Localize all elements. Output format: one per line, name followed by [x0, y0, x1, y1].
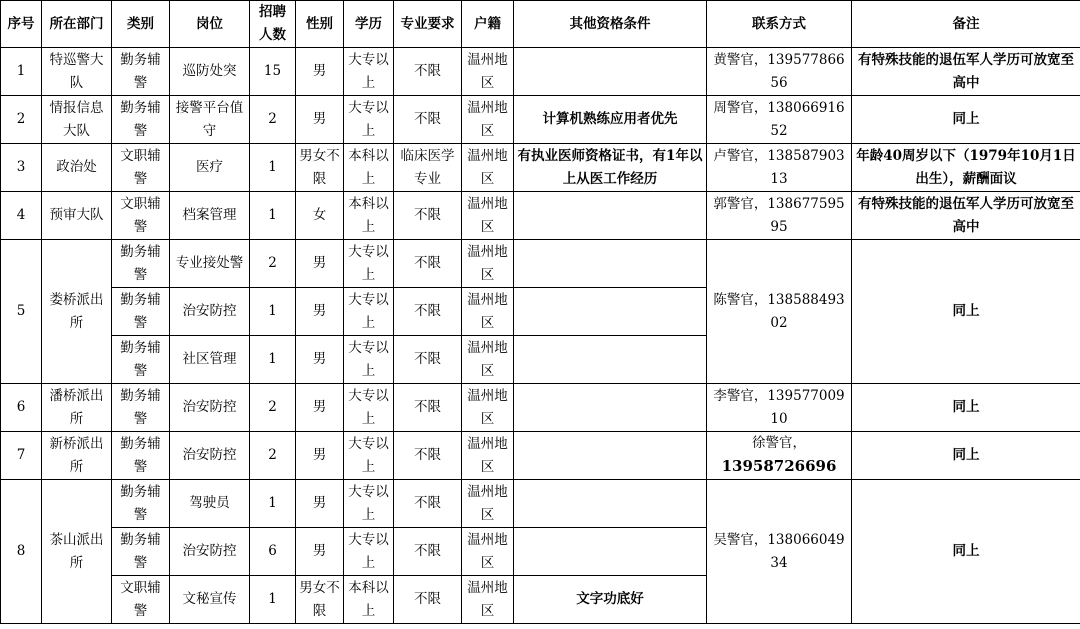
cell-hukou: 温州地区: [462, 144, 514, 192]
cell-education: 大专以上: [344, 528, 394, 576]
cell-position: 治安防控: [170, 384, 250, 432]
header-other: 其他资格条件: [514, 1, 707, 48]
cell-gender: 女: [296, 192, 344, 240]
table-row: [1, 96, 1080, 144]
cell-dept: 潘桥派出所: [42, 384, 112, 432]
cell-education: 大专以上: [344, 384, 394, 432]
cell-note: 有特殊技能的退伍军人学历可放宽至高中: [852, 192, 1080, 240]
cell-education: 大专以上: [344, 48, 394, 96]
cell-other: [514, 336, 707, 384]
cell-note: 同上: [852, 96, 1080, 144]
cell-category: 勤务辅警: [112, 288, 170, 336]
cell-major: 不限: [394, 192, 462, 240]
table-row: [1, 480, 1080, 528]
cell-major: 不限: [394, 48, 462, 96]
cell-gender: 男: [296, 528, 344, 576]
cell-education: 大专以上: [344, 480, 394, 528]
header-education: 学历: [344, 1, 394, 48]
cell-major: 不限: [394, 336, 462, 384]
cell-gender: 男: [296, 240, 344, 288]
cell-major: 临床医学专业: [394, 144, 462, 192]
cell-count: 1: [250, 144, 296, 192]
cell-category: 勤务辅警: [112, 528, 170, 576]
header-note: 备注: [852, 1, 1080, 48]
cell-count: 15: [250, 48, 296, 96]
cell-position: 专业接处警: [170, 240, 250, 288]
cell-other: [514, 192, 707, 240]
cell-contact: 吴警官，13806604934: [707, 480, 852, 624]
cell-education: 本科以上: [344, 144, 394, 192]
cell-contact: 李警官，13957700910: [707, 384, 852, 432]
cell-hukou: 温州地区: [462, 96, 514, 144]
cell-contact: 周警官，13806691652: [707, 96, 852, 144]
cell-category: 勤务辅警: [112, 432, 170, 480]
cell-count: 2: [250, 96, 296, 144]
cell-gender: 男: [296, 336, 344, 384]
cell-no: 7: [1, 432, 42, 480]
cell-category: 文职辅警: [112, 144, 170, 192]
cell-hukou: 温州地区: [462, 336, 514, 384]
cell-count: 2: [250, 432, 296, 480]
header-major: 专业要求: [394, 1, 462, 48]
cell-count: 1: [250, 336, 296, 384]
cell-position: 社区管理: [170, 336, 250, 384]
cell-hukou: 温州地区: [462, 192, 514, 240]
cell-gender: 男女不限: [296, 144, 344, 192]
cell-no: 4: [1, 192, 42, 240]
table-row: [1, 240, 1080, 288]
cell-category: 勤务辅警: [112, 480, 170, 528]
cell-other: [514, 528, 707, 576]
cell-category: 勤务辅警: [112, 384, 170, 432]
cell-hukou: 温州地区: [462, 48, 514, 96]
cell-dept: 情报信息大队: [42, 96, 112, 144]
cell-note: 有特殊技能的退伍军人学历可放宽至高中: [852, 48, 1080, 96]
cell-gender: 男女不限: [296, 576, 344, 624]
cell-no: 5: [1, 240, 42, 384]
cell-position: 治安防控: [170, 288, 250, 336]
cell-gender: 男: [296, 288, 344, 336]
cell-major: 不限: [394, 480, 462, 528]
cell-hukou: 温州地区: [462, 576, 514, 624]
cell-category: 勤务辅警: [112, 96, 170, 144]
cell-major: 不限: [394, 240, 462, 288]
cell-gender: 男: [296, 48, 344, 96]
cell-no: 6: [1, 384, 42, 432]
header-gender: 性别: [296, 1, 344, 48]
cell-hukou: 温州地区: [462, 432, 514, 480]
cell-gender: 男: [296, 480, 344, 528]
cell-gender: 男: [296, 384, 344, 432]
cell-position: 治安防控: [170, 432, 250, 480]
cell-no: 2: [1, 96, 42, 144]
header-contact: 联系方式: [707, 1, 852, 48]
cell-education: 大专以上: [344, 96, 394, 144]
cell-other: [514, 240, 707, 288]
header-category: 类别: [112, 1, 170, 48]
cell-note: 年龄40周岁以下（1979年10月1日出生），薪酬面议: [852, 144, 1080, 192]
table-row: [1, 48, 1080, 96]
cell-category: 勤务辅警: [112, 240, 170, 288]
cell-position: 文秘宣传: [170, 576, 250, 624]
cell-note: 同上: [852, 384, 1080, 432]
cell-position: 档案管理: [170, 192, 250, 240]
cell-education: 大专以上: [344, 240, 394, 288]
cell-no: 8: [1, 480, 42, 624]
cell-category: 文职辅警: [112, 576, 170, 624]
table-row: [1, 144, 1080, 192]
cell-no: 3: [1, 144, 42, 192]
header-row: [1, 1, 1080, 48]
cell-hukou: 温州地区: [462, 528, 514, 576]
cell-gender: 男: [296, 432, 344, 480]
cell-category: 文职辅警: [112, 192, 170, 240]
cell-contact: 陈警官，13858849302: [707, 240, 852, 384]
cell-count: 1: [250, 288, 296, 336]
cell-note: 同上: [852, 240, 1080, 384]
table-row: [1, 192, 1080, 240]
cell-position: 治安防控: [170, 528, 250, 576]
cell-count: 1: [250, 480, 296, 528]
cell-education: 大专以上: [344, 336, 394, 384]
cell-note: 同上: [852, 480, 1080, 624]
cell-major: 不限: [394, 288, 462, 336]
cell-gender: 男: [296, 96, 344, 144]
cell-contact: 黄警官，13957786656: [707, 48, 852, 96]
header-position: 岗位: [170, 1, 250, 48]
cell-other: [514, 384, 707, 432]
cell-other: 文字功底好: [514, 576, 707, 624]
cell-count: 1: [250, 192, 296, 240]
cell-hukou: 温州地区: [462, 384, 514, 432]
cell-contact: 卢警官，13858790313: [707, 144, 852, 192]
cell-education: 大专以上: [344, 288, 394, 336]
cell-other: [514, 48, 707, 96]
cell-other: [514, 480, 707, 528]
cell-position: 巡防处突: [170, 48, 250, 96]
cell-other: [514, 288, 707, 336]
cell-education: 本科以上: [344, 192, 394, 240]
cell-education: 本科以上: [344, 576, 394, 624]
cell-dept: 政治处: [42, 144, 112, 192]
cell-other: 计算机熟练应用者优先: [514, 96, 707, 144]
cell-dept: 娄桥派出所: [42, 240, 112, 384]
cell-other: [514, 432, 707, 480]
header-count: 招聘人数: [250, 1, 296, 48]
cell-count: 2: [250, 384, 296, 432]
cell-position: 驾驶员: [170, 480, 250, 528]
cell-dept: 新桥派出所: [42, 432, 112, 480]
header-dept: 所在部门: [42, 1, 112, 48]
cell-contact: [707, 432, 852, 480]
cell-dept: 茶山派出所: [42, 480, 112, 624]
cell-hukou: 温州地区: [462, 240, 514, 288]
cell-dept: 预审大队: [42, 192, 112, 240]
cell-hukou: 温州地区: [462, 288, 514, 336]
cell-dept: 特巡警大队: [42, 48, 112, 96]
table-row: [1, 384, 1080, 432]
cell-category: 勤务辅警: [112, 336, 170, 384]
table-row: [1, 432, 1080, 480]
cell-major: 不限: [394, 96, 462, 144]
cell-count: 2: [250, 240, 296, 288]
cell-contact: 郭警官，13867759595: [707, 192, 852, 240]
header-hukou: 户籍: [462, 1, 514, 48]
cell-count: 6: [250, 528, 296, 576]
cell-category: 勤务辅警: [112, 48, 170, 96]
cell-hukou: 温州地区: [462, 480, 514, 528]
cell-count: 1: [250, 576, 296, 624]
contact-name: 徐警官，: [752, 435, 806, 451]
cell-position: 接警平台值守: [170, 96, 250, 144]
cell-note: 同上: [852, 432, 1080, 480]
contact-phone: 13958726696: [721, 457, 837, 475]
cell-major: 不限: [394, 576, 462, 624]
cell-no: 1: [1, 48, 42, 96]
header-no: 序号: [1, 1, 42, 48]
cell-position: 医疗: [170, 144, 250, 192]
cell-education: 大专以上: [344, 432, 394, 480]
cell-major: 不限: [394, 384, 462, 432]
cell-other: 有执业医师资格证书，有1年以上从医工作经历: [514, 144, 707, 192]
cell-major: 不限: [394, 528, 462, 576]
cell-major: 不限: [394, 432, 462, 480]
